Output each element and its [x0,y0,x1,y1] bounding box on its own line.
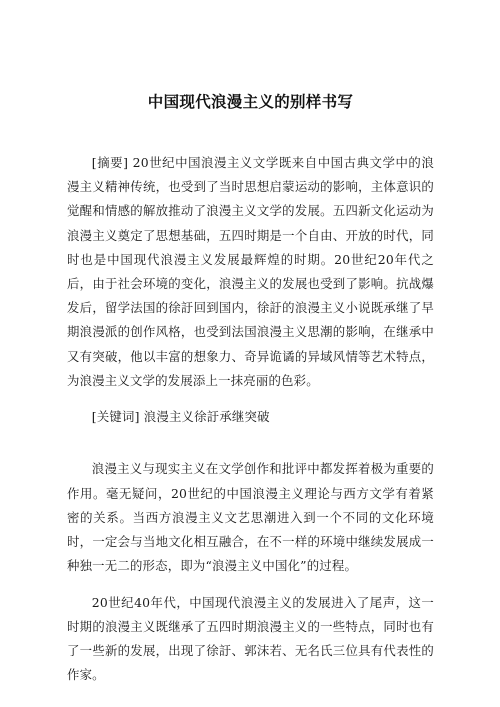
keywords-line: [关键词] 浪漫主义徐訏承继突破 [91,409,270,425]
body-paragraph-2: 20世纪40年代，中国现代浪漫主义的发展进入了尾声，这一时期的浪漫主义既继承了五四时期浪漫主义的一些特点，同时也有了一些新的发展，出现了徐訏、郭沫若、无名氏三位具有代表性的作家。 [67,594,434,683]
body-paragraph-1: 浪漫主义与现实主义在文学创作和批评中都发挥着极为重要的作用。毫无疑问，20世纪的中国浪漫主义理论与西方文学有着紧密的关系。当西方浪漫主义文艺思潮进入到一个不同的文化环境时，一定会与当地文化相互融合，在不一样的环境中继续发展成一种独一无二的形态，即为“浪漫主义中国化”的过程。 [67,461,434,574]
document-title: 中国现代浪漫主义的别样书写 [147,93,354,111]
abstract-paragraph: [摘要] 20世纪中国浪漫主义文学既来自中国古典文学中的浪漫主义精神传统，也受到了当时思想启蒙运动的影响，主体意识的觉醒和情感的解放推动了浪漫主义文学的发展。五四新文化运动为浪漫主义奠定了思想基础，五四时期是一个自由、开放的时代，同时也是中国现代浪漫主义发展最辉煌的时期。20世纪20年代之后，由于社会环境的变化，浪漫主义的发展也受到了影响。抗战爆发后，留学法国的徐訏回到国内，徐訏的浪漫主义小说既承继了早期浪漫派的创作风格，也受到法国浪漫主义思潮的影响，在继承中又有突破，他以丰富的想象力、奇异诡谲的异域风情等艺术特点，为浪漫主义文学的发展添上一抹亮丽的色彩。 [67,155,434,388]
